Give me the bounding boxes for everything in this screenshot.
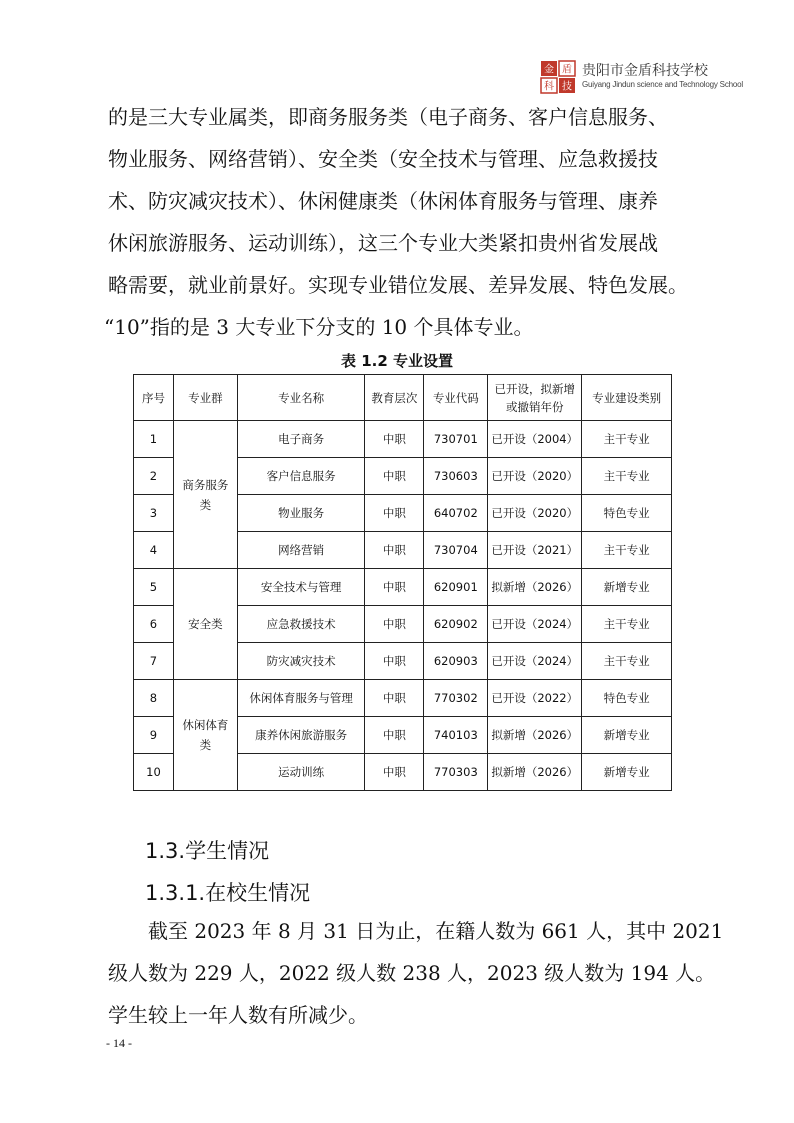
cell-no: 4 bbox=[134, 532, 174, 569]
cell-no: 10 bbox=[134, 754, 174, 791]
cell-group bbox=[173, 569, 237, 680]
cell-name: 康养休闲旅游服务 bbox=[237, 717, 365, 754]
section-heading: 1.3.学生情况 bbox=[145, 839, 270, 863]
page-number: - 14 - bbox=[106, 1036, 132, 1050]
cell-no: 2 bbox=[134, 458, 174, 495]
cell-name: 防灾减灾技术 bbox=[237, 643, 365, 680]
cell-level: 中职 bbox=[365, 717, 424, 754]
cell-category: 主干专业 bbox=[582, 421, 672, 458]
logo-glyph: 金 bbox=[544, 64, 554, 76]
cell-no: 3 bbox=[134, 495, 174, 532]
cell-status: 已开设（2024） bbox=[488, 606, 582, 643]
cell-category: 特色专业 bbox=[582, 680, 672, 717]
cell-category: 新增专业 bbox=[582, 717, 672, 754]
cell-category: 新增专业 bbox=[582, 569, 672, 606]
cell-name: 应急救援技术 bbox=[237, 606, 365, 643]
cell-name: 安全技术与管理 bbox=[237, 569, 365, 606]
group-line: 类 bbox=[199, 497, 212, 512]
cell-level: 中职 bbox=[365, 606, 424, 643]
cell-name: 客户信息服务 bbox=[237, 458, 365, 495]
cell-status: 已开设（2022） bbox=[488, 680, 582, 717]
major-settings-table bbox=[133, 374, 672, 791]
cell-level: 中职 bbox=[365, 569, 424, 606]
cell-category: 主干专业 bbox=[582, 606, 672, 643]
subsection-heading: 1.3.1.在校生情况 bbox=[145, 881, 311, 905]
cell-code: 620902 bbox=[424, 606, 488, 643]
paragraph-line: 的是三大专业属类，即商务服务类（电子商务、客户信息服务、 bbox=[108, 105, 668, 129]
cell-code: 740103 bbox=[424, 717, 488, 754]
cell-status: 已开设（2020） bbox=[488, 495, 582, 532]
cell-no: 7 bbox=[134, 643, 174, 680]
cell-code: 770303 bbox=[424, 754, 488, 791]
table-row bbox=[134, 421, 672, 458]
cell-code: 640702 bbox=[424, 495, 488, 532]
cell-code: 620903 bbox=[424, 643, 488, 680]
table-row bbox=[134, 569, 672, 606]
cell-no: 9 bbox=[134, 717, 174, 754]
column-header: 专业名称 bbox=[237, 375, 365, 421]
header-line: 已开设，拟新增 bbox=[494, 381, 575, 396]
cell-level: 中职 bbox=[365, 680, 424, 717]
cell-code: 730704 bbox=[424, 532, 488, 569]
column-header: 序号 bbox=[134, 375, 174, 421]
paragraph-line: “10”指的是 3 大专业下分支的 10 个具体专业。 bbox=[104, 315, 534, 339]
table-caption: 表 1.2 专业设置 bbox=[340, 352, 454, 370]
cell-code: 730603 bbox=[424, 458, 488, 495]
cell-status: 拟新增（2026） bbox=[488, 717, 582, 754]
table-header-row bbox=[134, 375, 672, 421]
cell-name: 物业服务 bbox=[237, 495, 365, 532]
cell-name: 电子商务 bbox=[237, 421, 365, 458]
cell-level: 中职 bbox=[365, 532, 424, 569]
school-name-en: Guiyang Jindun science and Technology School bbox=[582, 80, 743, 89]
cell-level: 中职 bbox=[365, 754, 424, 791]
cell-name: 运动训练 bbox=[237, 754, 365, 791]
cell-name: 网络营销 bbox=[237, 532, 365, 569]
cell-no: 5 bbox=[134, 569, 174, 606]
cell-status: 已开设（2020） bbox=[488, 458, 582, 495]
logo-glyph: 科 bbox=[544, 81, 554, 93]
cell-group bbox=[173, 421, 237, 569]
cell-status: 已开设（2024） bbox=[488, 643, 582, 680]
cell-level: 中职 bbox=[365, 421, 424, 458]
paragraph-line: 物业服务、网络营销）、安全类（安全技术与管理、应急救援技 bbox=[108, 147, 658, 171]
cell-no: 8 bbox=[134, 680, 174, 717]
cell-status: 已开设（2021） bbox=[488, 532, 582, 569]
cell-name: 休闲体育服务与管理 bbox=[237, 680, 365, 717]
cell-no: 6 bbox=[134, 606, 174, 643]
logo-glyph: 技 bbox=[562, 81, 572, 93]
cell-code: 770302 bbox=[424, 680, 488, 717]
logo-glyph: 盾 bbox=[562, 64, 572, 76]
column-header: 教育层次 bbox=[365, 375, 424, 421]
cell-code: 730701 bbox=[424, 421, 488, 458]
paragraph-line: 休闲旅游服务、运动训练），这三个专业大类紧扣贵州省发展战 bbox=[108, 231, 658, 255]
paragraph-line: 学生较上一年人数有所减少。 bbox=[108, 1003, 368, 1027]
paragraph-line: 截至 2023 年 8 月 31 日为止，在籍人数为 661 人，其中 2021 bbox=[148, 919, 724, 943]
cell-status: 拟新增（2026） bbox=[488, 754, 582, 791]
cell-category: 特色专业 bbox=[582, 495, 672, 532]
paragraph-line: 级人数为 229 人，2022 级人数 238 人，2023 级人数为 194 人。 bbox=[108, 961, 716, 985]
cell-no: 1 bbox=[134, 421, 174, 458]
cell-status: 已开设（2004） bbox=[488, 421, 582, 458]
intro-paragraph bbox=[104, 96, 698, 348]
cell-category: 新增专业 bbox=[582, 754, 672, 791]
group-line: 类 bbox=[199, 738, 212, 752]
column-header: 专业群 bbox=[173, 375, 237, 421]
cell-category: 主干专业 bbox=[582, 643, 672, 680]
cell-group bbox=[173, 680, 237, 791]
cell-status: 拟新增（2026） bbox=[488, 569, 582, 606]
cell-code: 620901 bbox=[424, 569, 488, 606]
group-line: 安全类 bbox=[188, 617, 223, 631]
header-line: 或撤销年份 bbox=[505, 399, 564, 414]
student-paragraph bbox=[108, 910, 724, 1036]
column-header: 专业代码 bbox=[424, 375, 488, 421]
cell-category: 主干专业 bbox=[582, 458, 672, 495]
school-logo bbox=[540, 60, 576, 94]
cell-level: 中职 bbox=[365, 458, 424, 495]
paragraph-line: 术、防灾减灾技术）、休闲健康类（休闲体育服务与管理、康养 bbox=[108, 189, 658, 213]
group-line: 商务服务 bbox=[182, 477, 229, 492]
table-row bbox=[134, 680, 672, 717]
column-header bbox=[488, 375, 582, 421]
cell-level: 中职 bbox=[365, 495, 424, 532]
school-name-cn: 贵阳市金盾科技学校 bbox=[582, 63, 708, 79]
cell-level: 中职 bbox=[365, 643, 424, 680]
column-header: 专业建设类别 bbox=[582, 375, 672, 421]
paragraph-line: 略需要，就业前景好。实现专业错位发展、差异发展、特色发展。 bbox=[108, 273, 688, 297]
group-line: 休闲体育 bbox=[182, 718, 229, 732]
cell-category: 主干专业 bbox=[582, 532, 672, 569]
page-header bbox=[538, 56, 758, 96]
